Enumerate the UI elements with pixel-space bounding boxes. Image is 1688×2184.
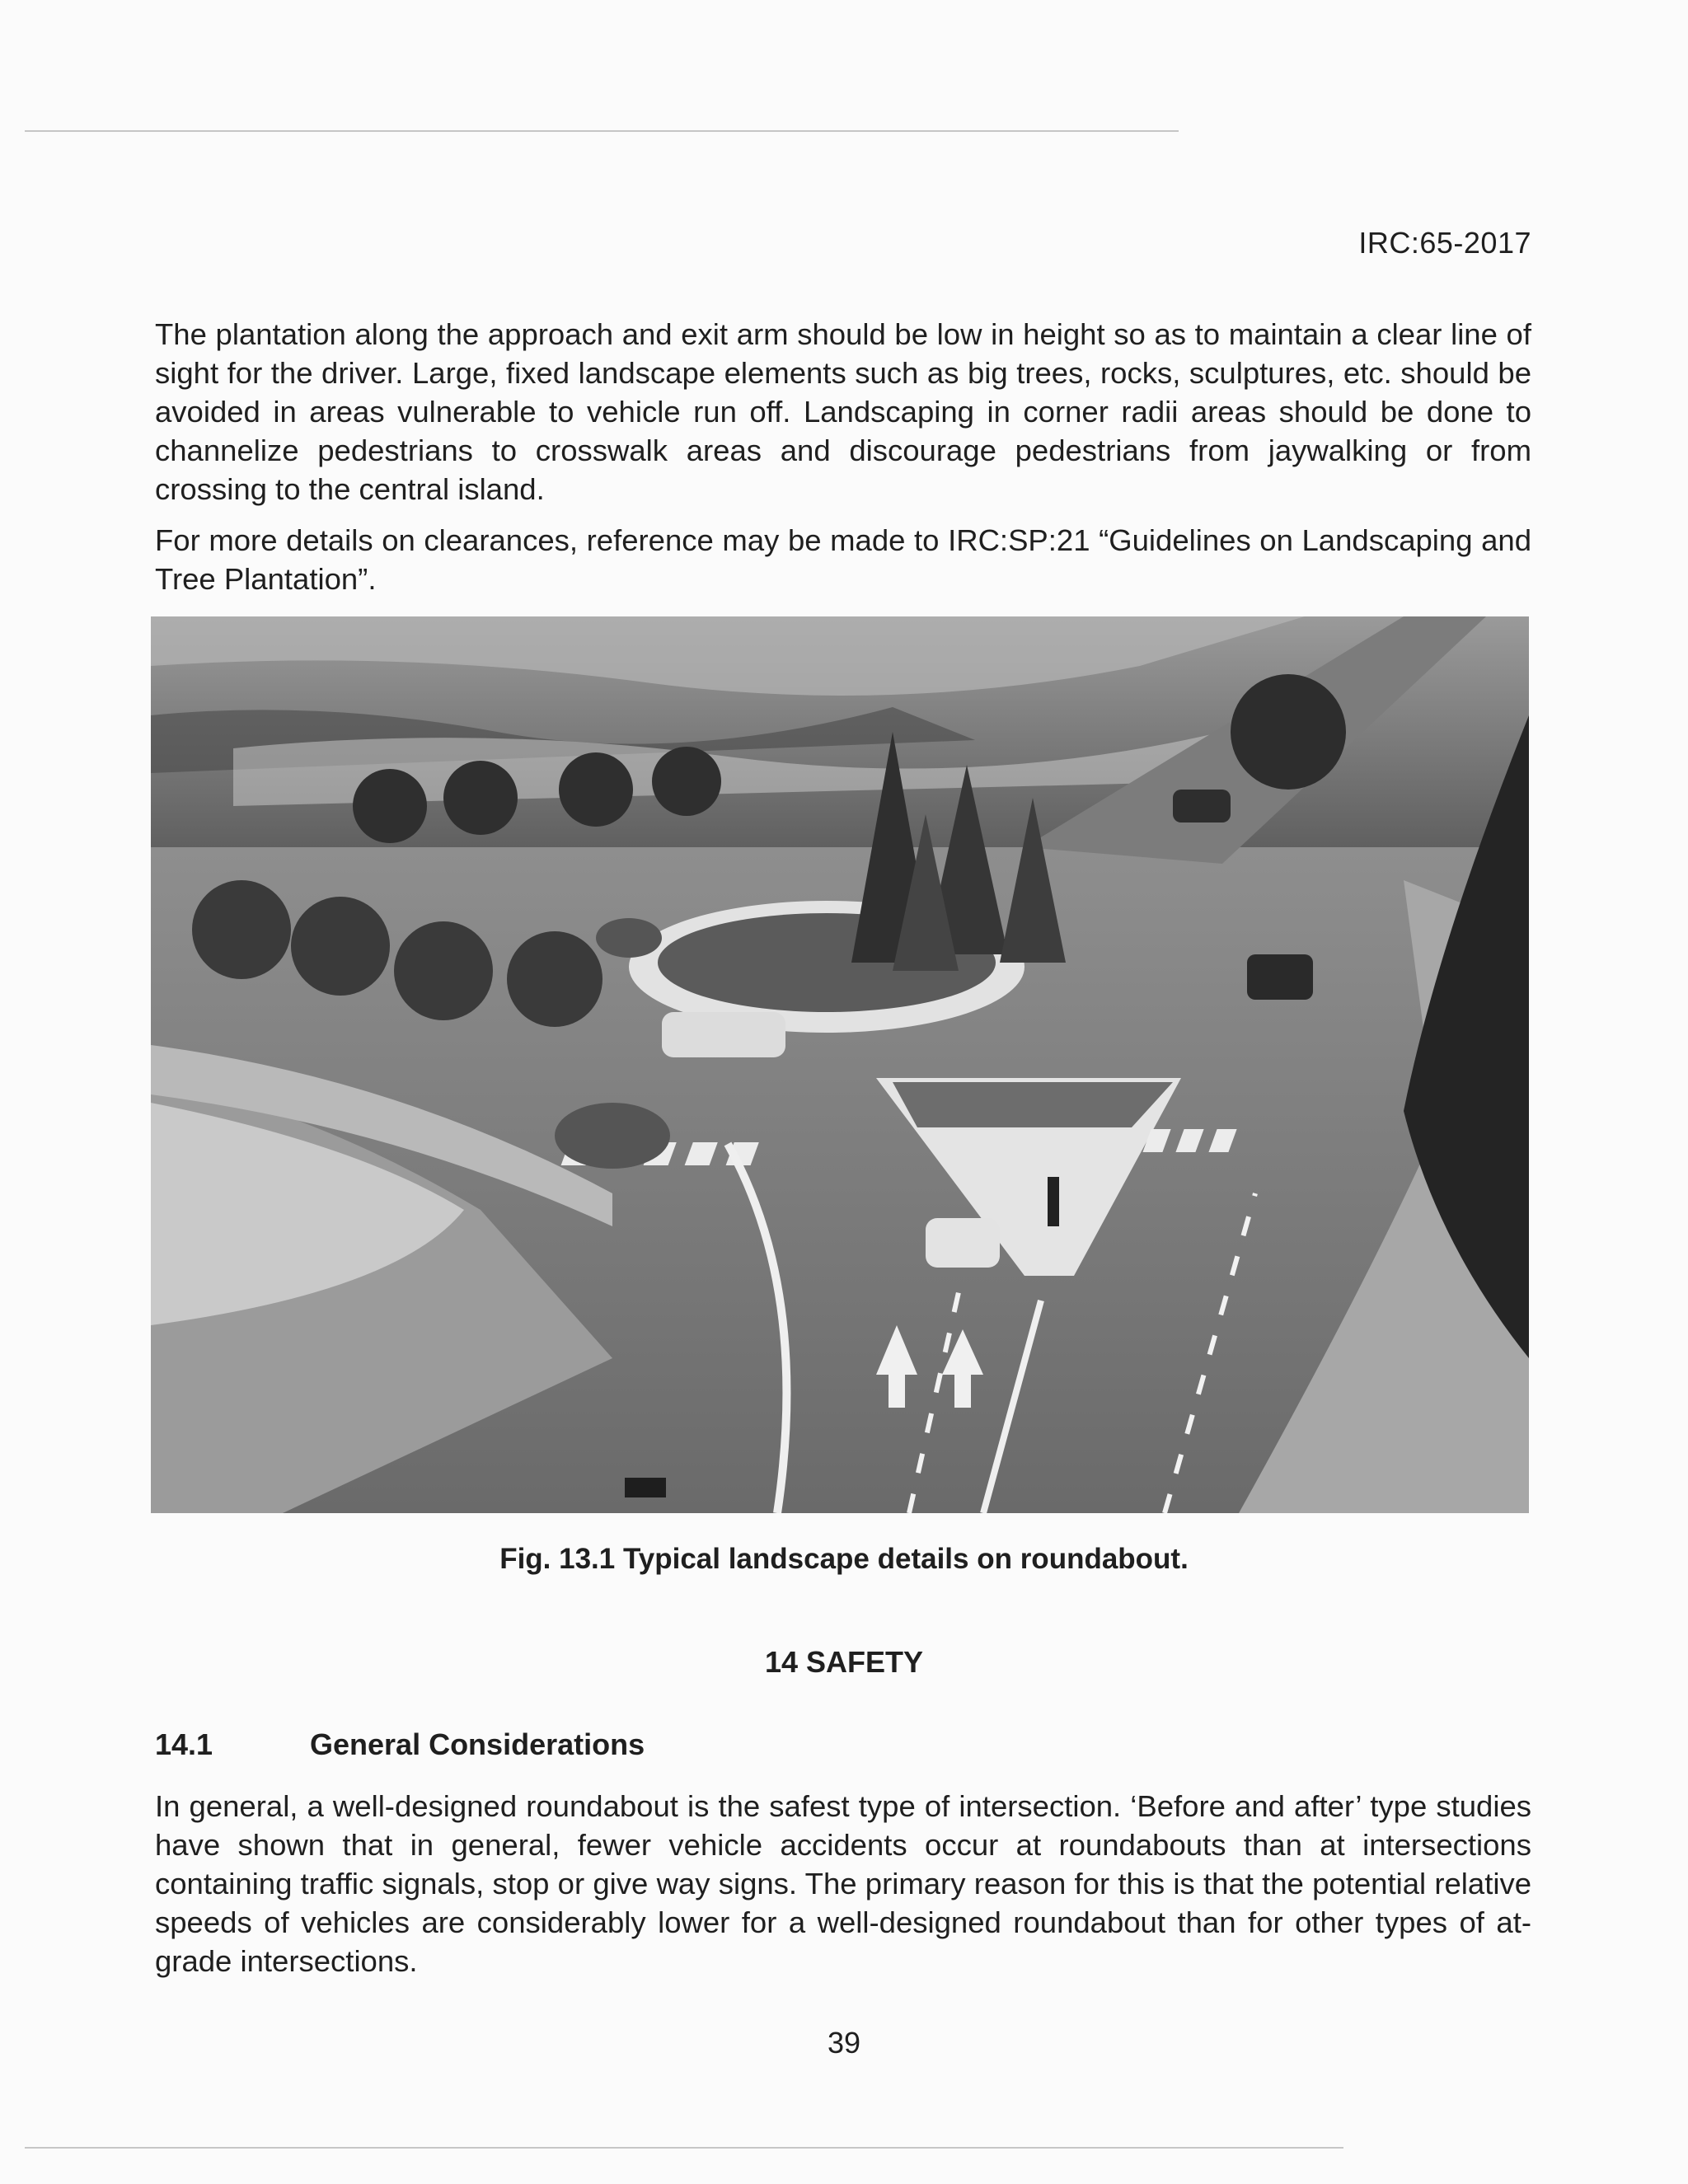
crosswalk-right xyxy=(1142,1129,1236,1152)
bottom-scan-line xyxy=(25,2147,1343,2149)
page-number: 39 xyxy=(827,2026,861,2060)
subsection-title: General Considerations xyxy=(310,1727,645,1761)
right-tree xyxy=(1231,674,1346,790)
car-white xyxy=(662,1012,785,1057)
roundabout-figure xyxy=(151,616,1529,1513)
document-code: IRC:65-2017 xyxy=(1358,226,1531,260)
bollard xyxy=(1048,1177,1059,1226)
paragraph-landscaping: The plantation along the approach and exit arm should be low in height so as to maintain a clear line of sight for the driver. Large, fixed landscape elements such as big trees, rocks, sculptures, etc. should be avoided in areas vulnerable to vehicle run off. Landscaping in corner radii areas should be done to channelize pedestrians to crosswalk areas and discourage pedestrians from jaywalking or from crossing to the central island. xyxy=(155,317,1531,506)
top-scan-line xyxy=(25,130,1179,132)
splitter-planting xyxy=(893,1082,1173,1127)
subsection-number: 14.1 xyxy=(155,1727,213,1761)
car-dark xyxy=(1247,954,1313,1000)
car-white xyxy=(926,1218,1000,1268)
paragraph-reference: For more details on clearances, reference may be made to IRC:SP:21 “Guidelines on Landscaping and Tree Plantation”. xyxy=(155,523,1531,596)
survey-marker xyxy=(625,1478,666,1497)
car-dark xyxy=(1173,790,1231,823)
section-title: 14 SAFETY xyxy=(764,1645,924,1679)
paragraph-safety: In general, a well-designed roundabout is the safest type of intersection. ‘Before and after’ type studies have shown that in general, fewer vehicle accidents occur at roundabouts than at intersections containing traffic signals, stop or give way signs. The primary reason for this is that the potential relative speeds of vehicles are considerably lower for a well-designed roundabout than for other types of at-grade intersections. xyxy=(155,1789,1531,1978)
figure-caption: Fig. 13.1 Typical landscape details on roundabout. xyxy=(499,1543,1189,1575)
roundabout-landscape-illustration xyxy=(151,616,1529,1513)
